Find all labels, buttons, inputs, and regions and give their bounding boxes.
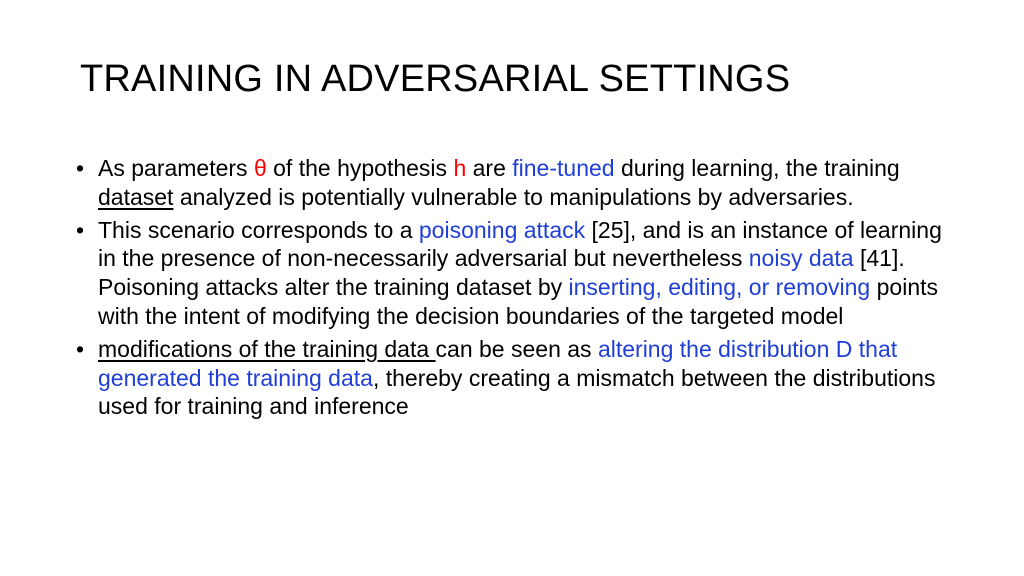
text-segment: analyzed is potentially vulnerable to manipulations by adversaries. — [173, 183, 854, 210]
text-segment: This scenario corresponds to a — [98, 216, 419, 243]
bullet-item — [76, 216, 956, 331]
highlight-term: inserting, editing, or removing — [568, 274, 871, 301]
text-segment: during learning, the training — [614, 155, 900, 181]
bullet-dot: • — [76, 155, 85, 181]
underlined-term: dataset — [98, 183, 174, 210]
bullet-dot: • — [76, 335, 85, 362]
highlight-term: poisoning attack — [418, 216, 586, 243]
bullet-item — [76, 154, 956, 212]
text-segment: [41]. Poisoning attacks alter the training dataset by — [98, 245, 905, 301]
hypothesis-symbol: h — [453, 155, 467, 181]
highlight-term: noisy data — [748, 245, 854, 272]
text-segment: As parameters — [98, 155, 254, 181]
text-segment: can be seen as — [435, 335, 598, 362]
text-segment: , thereby creating a mismatch between the distributions used for training and inference — [98, 364, 936, 420]
bullet-list — [76, 154, 956, 425]
bullet-dot: • — [76, 216, 85, 243]
underlined-term: modifications of the training data — [98, 335, 436, 362]
text-segment: [25], and is an instance of learning in the presence of non-necessarily adversarial but nevertheless — [98, 216, 942, 272]
theta-symbol: θ — [253, 155, 267, 181]
slide-title: TRAINING IN ADVERSARIAL SETTINGS — [80, 58, 791, 100]
highlight-term: fine-tuned — [512, 155, 615, 181]
bullet-item — [76, 335, 956, 421]
text-segment: points with the intent of modifying the decision boundaries of the targeted model — [98, 274, 938, 329]
text-segment: are — [466, 155, 513, 181]
text-segment: of the hypothesis — [266, 155, 454, 181]
highlight-term: altering the distribution D that generated the training data — [98, 335, 898, 391]
